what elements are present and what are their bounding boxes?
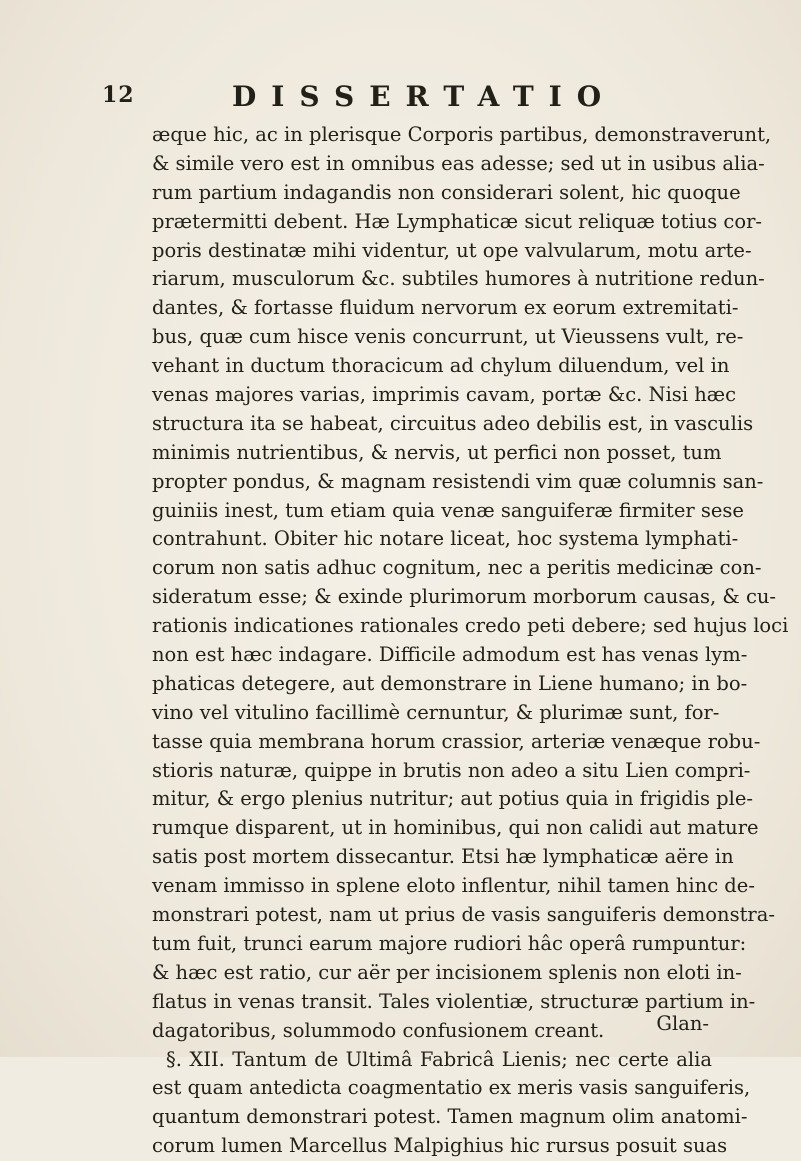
page-header — [0, 80, 801, 113]
text-line: contrahunt. Obiter hic notare liceat, hoc systema lymphati- — [152, 527, 739, 551]
text-line: vino vel vitulino facillimè cernuntur, & plurimæ sunt, for- — [152, 700, 720, 724]
text-line: æque hic, ac in plerisque Corporis partibus, demonstraverunt, — [152, 123, 772, 146]
text-line: non est hæc indagare. Difficile admodum est has venas lym- — [152, 643, 748, 667]
text-line: bus, quæ cum hisce venis concurrunt, ut Vieussens vult, re- — [152, 325, 744, 349]
text-line: flatus in venas transit. Tales violentiæ, structuræ partium in- — [152, 989, 756, 1013]
text-line: stioris naturæ, quippe in brutis non adeo a situ Lien compri- — [152, 758, 751, 782]
text-line: propter pondus, & magnam resistendi vim quæ columnis san- — [152, 469, 764, 493]
text-line: venas majores varias, imprimis cavam, portæ &c. Nisi hæc — [152, 383, 737, 407]
text-line: corum non satis adhuc cognitum, nec a peritis medicinæ con- — [152, 556, 762, 580]
text-line: venam immisso in splene eloto inflentur, nihil tamen hinc de- — [152, 874, 755, 898]
text-line: guiniis inest, tum etiam quia venæ sanguiferæ firmiter sese — [152, 498, 744, 522]
text-line: dantes, & fortasse fluidum nervorum ex eorum extremitati- — [152, 296, 739, 320]
text-line: vehant in ductum thoracicum ad chylum diluendum, vel in — [152, 354, 730, 378]
section-heading-line: §. XII. Tantum de Ultimâ Fabricâ Lienis; nec certe alia — [166, 1047, 712, 1071]
text-line: tum fuit, trunci earum majore rudiori hâc operâ rumpuntur: — [152, 931, 747, 955]
text-line: quantum demonstrari potest. Tamen magnum olim anatomi- — [152, 1105, 748, 1129]
page-number: 12 — [102, 82, 135, 108]
text-line: structura ita se habeat, circuitus adeo debilis est, in vasculis — [152, 411, 754, 435]
text-line: mitur, & ergo plenius nutritur; aut potius quia in frigidis ple- — [152, 787, 753, 811]
text-line: sideratum esse; & exinde plurimorum morborum causas, & cu- — [152, 585, 777, 609]
text-line: riarum, musculorum &c. subtiles humores à nutritione redun- — [152, 267, 765, 291]
text-line: rationis indicationes rationales credo peti debere; sed hujus loci — [152, 614, 789, 638]
text-line: tasse quia membrana horum crassior, arteriæ venæque robu- — [152, 729, 761, 753]
text-line: poris destinatæ mihi videntur, ut ope valvularum, motu arte- — [152, 238, 752, 262]
text-line: rum partium indagandis non considerari solent, hic quoque — [152, 180, 741, 204]
catchword: Glan- — [656, 1012, 709, 1035]
text-line: & simile vero est in omnibus eas adesse; sed ut in usibus alia- — [152, 151, 765, 175]
text-line: minimis nutrientibus, & nervis, ut perfici non posset, tum — [152, 440, 722, 464]
text-line: monstrari potest, nam ut prius de vasis sanguiferis demonstra- — [152, 903, 775, 927]
text-line: satis post mortem dissecantur. Etsi hæ lymphaticæ aëre in — [152, 845, 734, 869]
text-line: est quam antedicta coagmentatio ex meris vasis sanguiferis, — [152, 1076, 751, 1100]
text-line: rumque disparent, ut in hominibus, qui non calidi aut mature — [152, 816, 759, 840]
text-line: & hæc est ratio, cur aër per incisionem splenis non eloti in- — [152, 960, 742, 984]
text-line: prætermitti debent. Hæ Lymphaticæ sicut reliquæ totius cor- — [152, 209, 762, 233]
text-line: corum lumen Marcellus Malpighius hic rursus posuit suas — [152, 1134, 728, 1158]
running-title: DISSERTATIO — [232, 80, 617, 113]
body-text — [152, 121, 789, 1161]
text-line: dagatoribus, solummodo confusionem creant. — [152, 1018, 605, 1042]
text-line: phaticas detegere, aut demonstrare in Liene humano; in bo- — [152, 671, 748, 695]
